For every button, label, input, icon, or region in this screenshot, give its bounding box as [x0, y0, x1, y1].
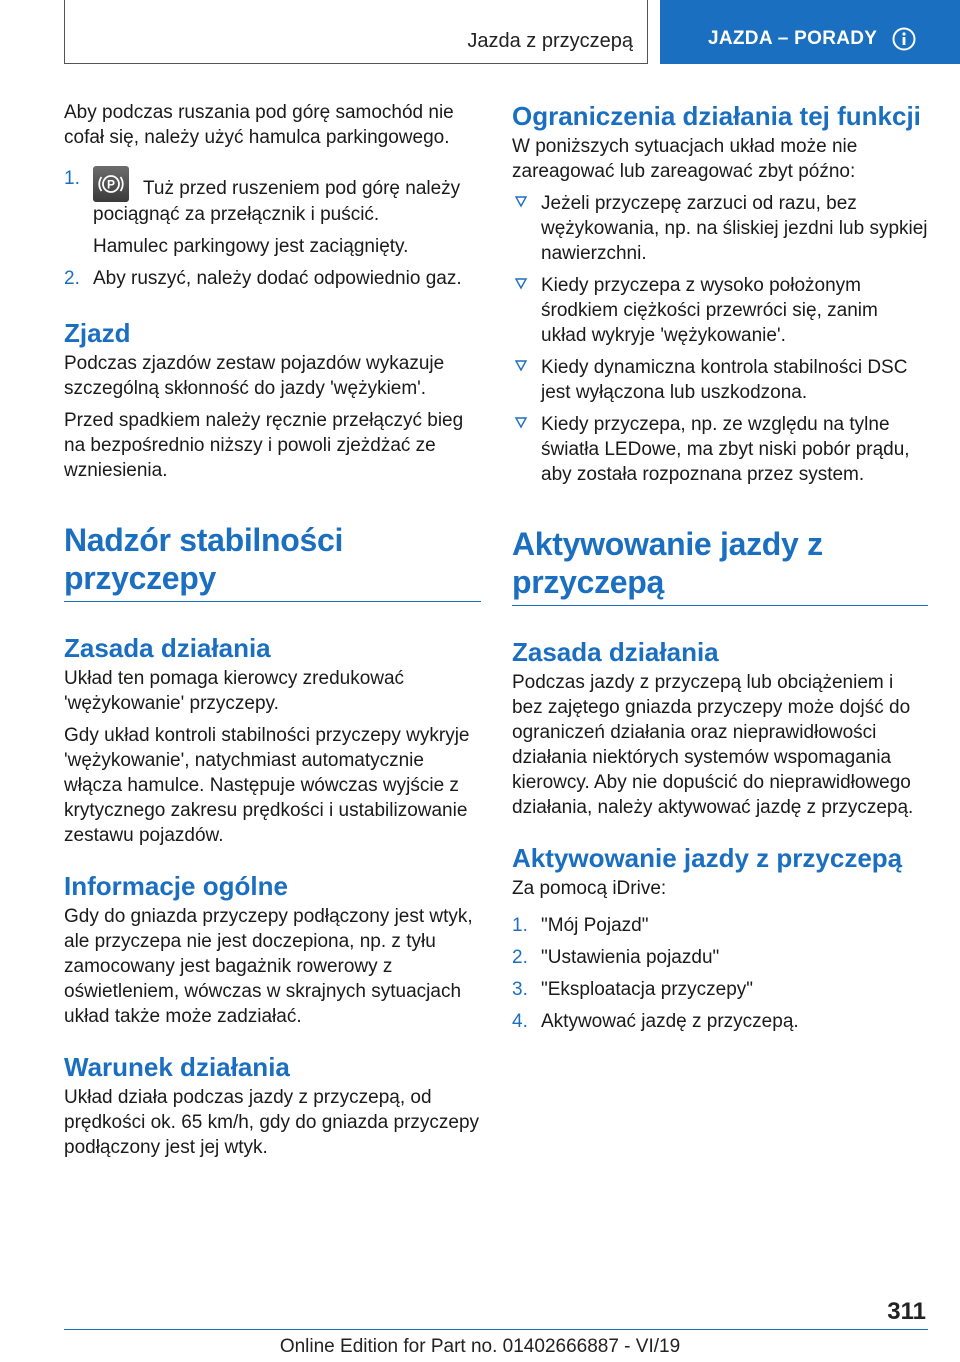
step-text: "Eksploatacja przyczepy" — [541, 979, 754, 1000]
limitations-intro: W poniższych sytuacjach układ może nie zareagować lub zareagować zbyt późno: — [512, 136, 858, 182]
info-icon — [892, 27, 916, 51]
step-text: Aktywować jazdę z przyczepą. — [541, 1011, 799, 1032]
limitation-text: Kiedy przyczepa, np. ze względu na tylne światła LEDowe, ma zbyt niski pobór prądu, aby została rozpoznana przez system. — [541, 414, 910, 485]
right-column — [512, 100, 928, 1041]
limitation-item — [512, 273, 928, 348]
step-number: 2. — [512, 947, 528, 968]
limitation-item — [512, 412, 928, 487]
step-text: "Ustawienia pojazdu" — [541, 947, 720, 968]
parking-brake-icon — [93, 166, 129, 202]
step-2 — [64, 266, 481, 291]
step-text: "Mój Pojazd" — [541, 915, 649, 936]
footer-edition-text: Online Edition for Part no. 01402666887 - VI/19 — [279, 1336, 681, 1357]
heading-general-info: Informacje ogólne — [64, 871, 288, 901]
heading-activation-steps: Aktywowanie jazdy z przyczepą — [512, 843, 903, 873]
triangle-bullet-icon — [515, 196, 527, 208]
principle-right-paragraph: Podczas jazdy z przyczepą lub obciążeniem i bez zajętego gniazda przyczepy może dojść do ograniczeń działania oraz nieprawidłowości działania niektórych systemów wspomagania kierowcy. Aby nie dopuścić do nieprawidłowego działania, należy aktywować jazdę z przyczepą. — [512, 672, 914, 818]
heading-condition: Warunek działania — [64, 1052, 290, 1082]
triangle-bullet-icon — [515, 278, 527, 290]
activation-step-2 — [512, 945, 928, 970]
header-section-title: Jazda z przyczepą — [467, 30, 633, 52]
principle-paragraph-2: Gdy układ kontroli stabilności przyczepy wykryje 'wężykowanie', natychmiast automatycznie włącza hamulce. Następuje wówczas wyjście z krytycznego zakresu prędkości i ustabilizowanie zestawu pojazdów. — [64, 725, 470, 846]
footer-divider — [64, 1329, 928, 1330]
step-number: 4. — [512, 1011, 528, 1032]
activation-step-4 — [512, 1009, 928, 1034]
header-chapter-title: JAZDA – PORADY — [708, 28, 878, 49]
heading-activate-trailer: Aktywowanie jazdy z przyczepą — [512, 525, 928, 606]
condition-paragraph: Układ działa podczas jazdy z przyczepą, od prędkości ok. 65 km/h, gdy do gniazda przyczepy podłączony jest jej wtyk. — [64, 1087, 480, 1158]
limitation-text: Kiedy przyczepa z wysoko położonym środkiem ciężkości przewróci się, zanim układ wykryje 'wężykowanie'. — [541, 275, 878, 346]
heading-limitations: Ograniczenia działania tej funkcji — [512, 101, 921, 131]
step-number: 3. — [512, 979, 528, 1000]
triangle-bullet-icon — [515, 360, 527, 372]
step-1-result: Hamulec parkingowy jest zaciągnięty. — [93, 236, 409, 257]
left-column — [64, 100, 481, 1167]
page-number: 311 — [887, 1298, 926, 1325]
activation-step-1 — [512, 913, 928, 938]
step-text: Tuż przed ruszeniem pod górę należy pociągnąć za przełącznik i puścić. — [93, 178, 461, 225]
svg-text:P: P — [106, 177, 116, 192]
heading-principle-right: Zasada działania — [512, 637, 719, 667]
limitation-item — [512, 355, 928, 405]
heading-trailer-stability: Nadzór stabilności przyczepy — [64, 521, 481, 602]
step-number: 1. — [512, 915, 528, 936]
limitation-text: Kiedy dynamiczna kontrola stabilności DSC jest wyłączona lub uszkodzona. — [541, 357, 908, 403]
step-number: 2. — [64, 268, 80, 289]
header-section-box — [64, 0, 648, 64]
header-chapter-tab — [660, 0, 960, 64]
principle-paragraph-1: Układ ten pomaga kierowcy zredukować 'wężykowanie' przyczepy. — [64, 668, 405, 714]
activation-intro: Za pomocą iDrive: — [512, 878, 667, 899]
heading-zjazd: Zjazd — [64, 318, 131, 348]
zjazd-paragraph-1: Podczas zjazdów zestaw pojazdów wykazuje szczególną skłonność do jazdy 'wężykiem'. — [64, 353, 445, 399]
activation-step-3 — [512, 977, 928, 1002]
step-number: 1. — [64, 168, 80, 189]
intro-paragraph: Aby podczas ruszania pod górę samochód nie cofał się, należy użyć hamulca parkingowego. — [64, 102, 454, 148]
limitation-text: Jeżeli przyczepę zarzuci od razu, bez wężykowania, np. na śliskiej jezdni lub sypkiej nawierzchni. — [541, 193, 928, 264]
general-info-paragraph: Gdy do gniazda przyczepy podłączony jest wtyk, ale przyczepa nie jest doczepiona, np. z tyłu zamocowany jest bagażnik rowerowy z oświetleniem, wówczas w skrajnych sytuacjach układ także może zadziałać. — [64, 906, 473, 1027]
zjazd-paragraph-2: Przed spadkiem należy ręcznie przełączyć bieg na bezpośrednio niższy i powoli zjeżdżać ze wzniesienia. — [64, 410, 464, 481]
limitation-item — [512, 191, 928, 266]
triangle-bullet-icon — [515, 417, 527, 429]
step-text: Aby ruszyć, należy dodać odpowiednio gaz. — [93, 268, 462, 289]
heading-principle: Zasada działania — [64, 633, 271, 663]
step-1 — [64, 166, 481, 227]
